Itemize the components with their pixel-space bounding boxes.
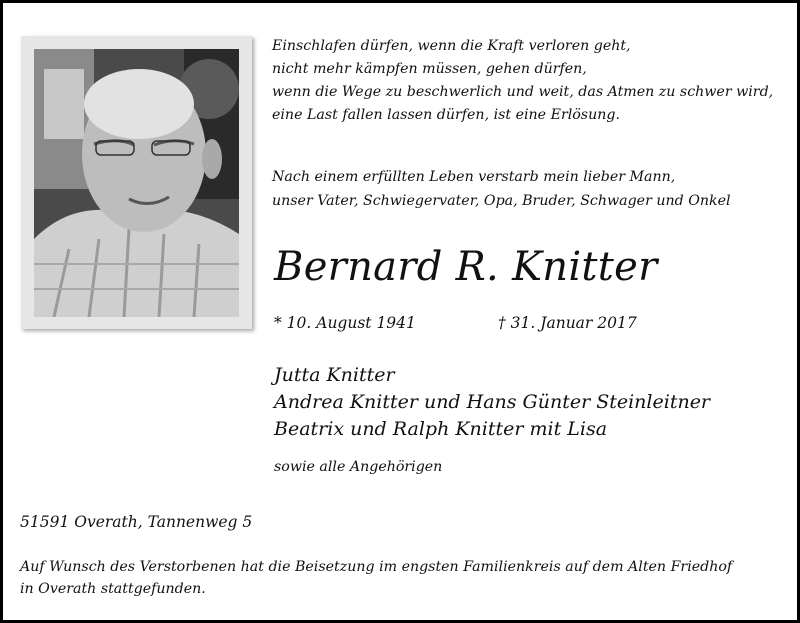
poem-line: Einschlafen dürfen, wenn die Kraft verloren geht, bbox=[272, 38, 631, 54]
family-members bbox=[274, 362, 710, 443]
poem-line: nicht mehr kämpfen müssen, gehen dürfen, bbox=[272, 61, 587, 77]
death-date: † 31. Januar 2017 bbox=[498, 314, 637, 332]
portrait-photo-frame bbox=[21, 36, 252, 329]
family-member: Andrea Knitter und Hans Günter Steinleitner bbox=[274, 391, 711, 413]
burial-notice bbox=[20, 556, 780, 600]
poem-line: wenn die Wege zu beschwerlich und weit, das Atmen zu schwer wird, bbox=[272, 84, 774, 100]
poem bbox=[272, 35, 782, 127]
intro-line: Nach einem erfüllten Leben verstarb mein lieber Mann, bbox=[272, 169, 676, 185]
address: 51591 Overath, Tannenweg 5 bbox=[20, 513, 253, 531]
intro-line: unser Vater, Schwiegervater, Opa, Bruder, Schwager und Onkel bbox=[272, 193, 731, 209]
notice-line: Auf Wunsch des Verstorbenen hat die Beisetzung im engsten Familienkreis auf dem Alten Friedhof bbox=[20, 559, 733, 575]
family-member: Beatrix und Ralph Knitter mit Lisa bbox=[274, 418, 608, 440]
notice-line: in Overath stattgefunden. bbox=[20, 581, 206, 597]
intro-text bbox=[272, 165, 782, 213]
birth-date: * 10. August 1941 bbox=[274, 314, 416, 332]
relatives-text: sowie alle Angehörigen bbox=[274, 459, 443, 475]
family-member: Jutta Knitter bbox=[274, 364, 395, 386]
deceased-name: Bernard R. Knitter bbox=[274, 244, 658, 290]
portrait-photo bbox=[34, 49, 239, 317]
poem-line: eine Last fallen lassen dürfen, ist eine Erlösung. bbox=[272, 107, 620, 123]
